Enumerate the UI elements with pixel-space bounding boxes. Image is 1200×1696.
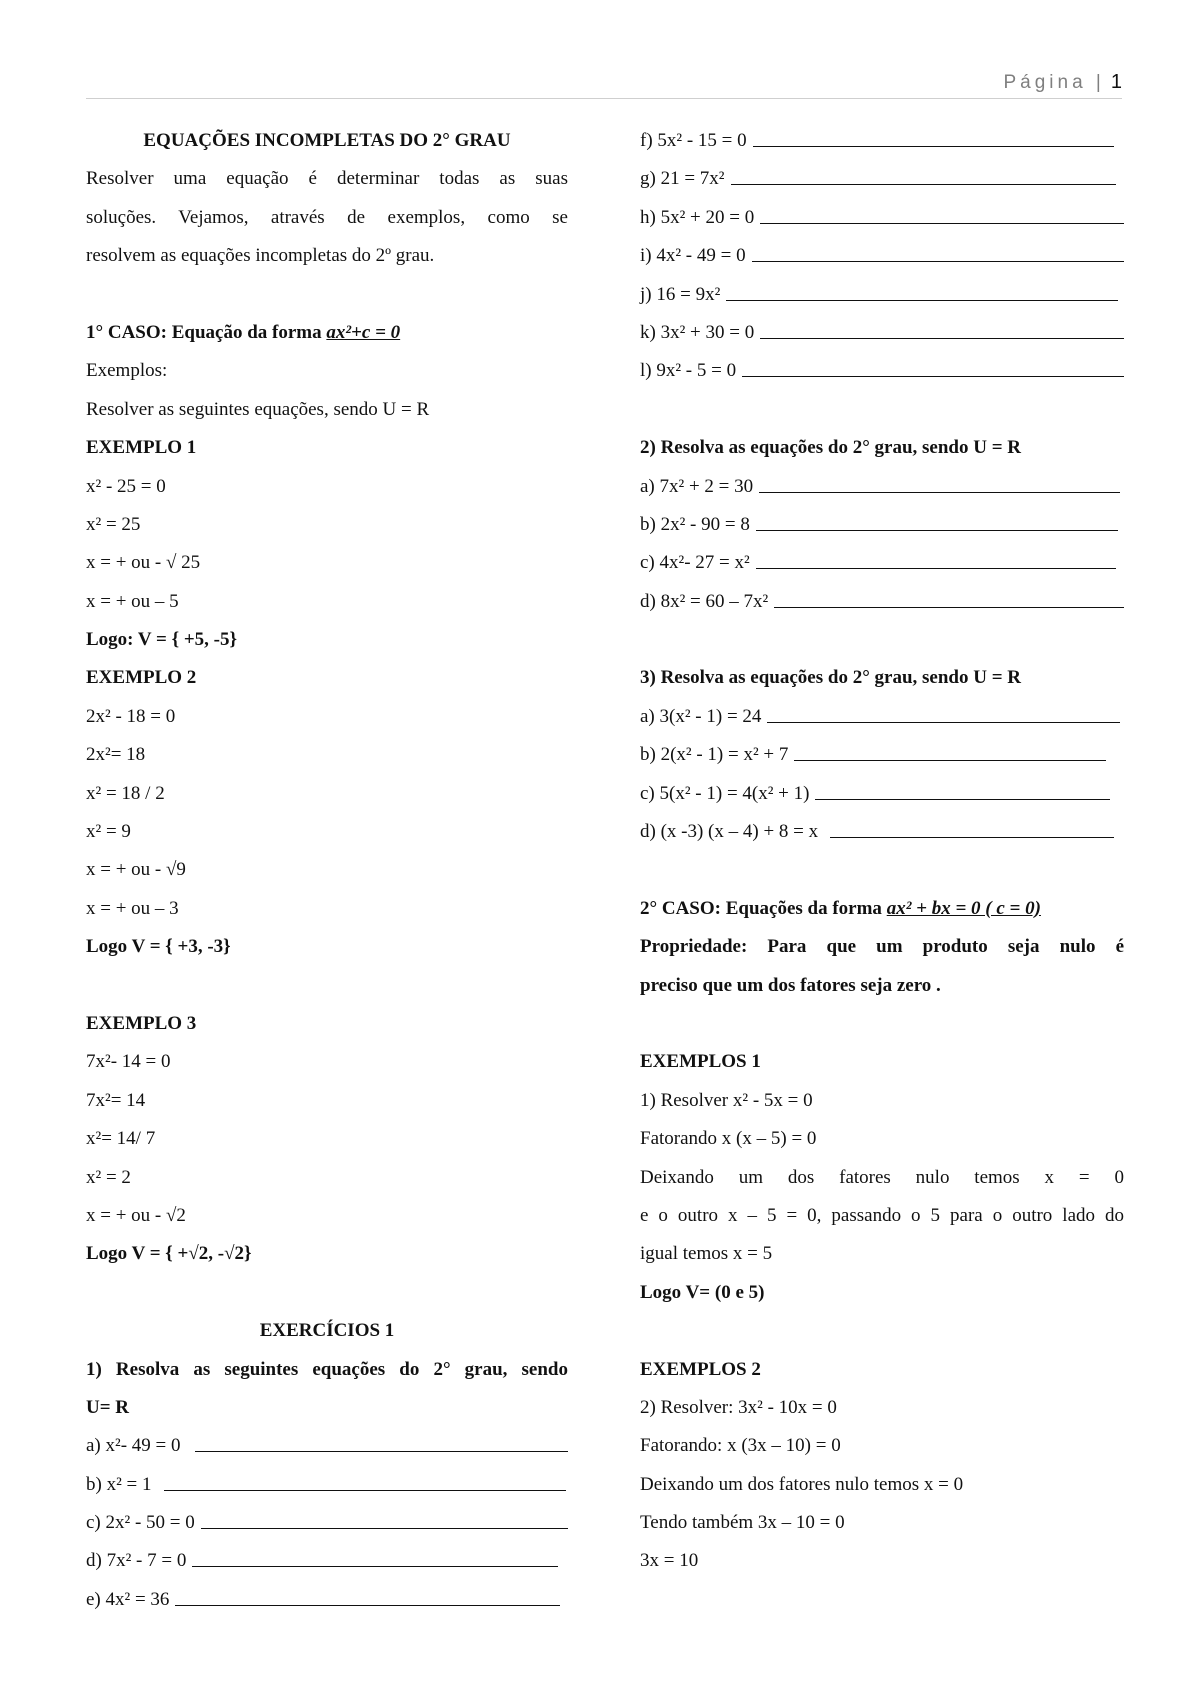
caso2-prefix: 2° CASO: Equações da forma bbox=[640, 897, 887, 919]
exercise-label: j) 16 = 9x² bbox=[640, 283, 721, 305]
answer-blank[interactable] bbox=[774, 583, 1124, 608]
q1-title-line-1: 1) Resolva as seguintes equações do 2° grau, sendo bbox=[86, 1358, 568, 1380]
exercise-item bbox=[86, 1427, 568, 1465]
caso1-formula: ax²+c = 0 bbox=[326, 321, 401, 343]
answer-blank[interactable] bbox=[753, 122, 1114, 147]
exemplos2-step: Deixando um dos fatores nulo temos x = 0 bbox=[640, 1473, 964, 1495]
answer-blank[interactable] bbox=[731, 160, 1117, 185]
answer-blank[interactable] bbox=[830, 813, 1114, 838]
answer-blank[interactable] bbox=[760, 314, 1124, 339]
intro-line-1: Resolver uma equação é determinar todas as suas bbox=[86, 168, 568, 190]
exercise-item bbox=[640, 199, 1124, 237]
exercise-item bbox=[86, 1466, 568, 1504]
exercise-label: k) 3x² + 30 = 0 bbox=[640, 321, 755, 343]
left-column bbox=[86, 122, 568, 1619]
exemplo2-step: x = + ou – 3 bbox=[86, 897, 179, 919]
exemplo2-step: x = + ou - √9 bbox=[86, 859, 186, 881]
exercise-item bbox=[640, 583, 1124, 621]
exercise-label: a) 7x² + 2 = 30 bbox=[640, 475, 754, 497]
exercise-item bbox=[640, 160, 1124, 198]
exemplo3-step: 7x²= 14 bbox=[86, 1089, 146, 1111]
exercise-item bbox=[86, 1581, 568, 1619]
exemplos2-step: Fatorando: x (3x – 10) = 0 bbox=[640, 1435, 841, 1457]
exemplo3-title: EXEMPLO 3 bbox=[86, 1012, 197, 1034]
exercise-label: e) 4x² = 36 bbox=[86, 1588, 170, 1610]
answer-blank[interactable] bbox=[815, 775, 1110, 800]
right-column bbox=[640, 122, 1124, 1581]
exercise-label: i) 4x² - 49 = 0 bbox=[640, 245, 746, 267]
propriedade-line-2: preciso que um dos fatores seja zero . bbox=[640, 974, 941, 996]
exemplos2-step: 2) Resolver: 3x² - 10x = 0 bbox=[640, 1396, 837, 1418]
exercise-label: f) 5x² - 15 = 0 bbox=[640, 130, 747, 151]
exemplo2-title: EXEMPLO 2 bbox=[86, 667, 197, 689]
answer-blank[interactable] bbox=[742, 352, 1124, 377]
answer-blank[interactable] bbox=[175, 1581, 560, 1606]
q1-title-line-2: U= R bbox=[86, 1396, 130, 1418]
exercise-label: b) x² = 1 bbox=[86, 1473, 152, 1495]
exemplo3-step: x = + ou - √2 bbox=[86, 1204, 186, 1226]
q2-title: 2) Resolva as equações do 2° grau, sendo U = R bbox=[640, 437, 1022, 459]
answer-blank[interactable] bbox=[192, 1542, 558, 1567]
exemplo3-result: Logo V = { +√2, -√2} bbox=[86, 1243, 252, 1265]
exercise-label: c) 2x² - 50 = 0 bbox=[86, 1512, 195, 1534]
exemplo1-step: x = + ou - √ 25 bbox=[86, 552, 201, 574]
answer-blank[interactable] bbox=[726, 276, 1118, 301]
answer-blank[interactable] bbox=[164, 1466, 567, 1491]
exemplos1-para-line: e o outro x – 5 = 0, passando o 5 para o outro lado do bbox=[640, 1204, 1124, 1226]
exercise-item bbox=[640, 775, 1124, 813]
exercise-item bbox=[640, 544, 1124, 582]
exercise-label: c) 4x²- 27 = x² bbox=[640, 552, 750, 574]
exemplos1-step: Fatorando x (x – 5) = 0 bbox=[640, 1128, 817, 1150]
answer-blank[interactable] bbox=[759, 468, 1120, 493]
page-number: 1 bbox=[1110, 71, 1122, 93]
exercise-label: a) x²- 49 = 0 bbox=[86, 1435, 181, 1457]
answer-blank[interactable] bbox=[201, 1504, 568, 1529]
intro-line-3: resolvem as equações incompletas do 2º grau. bbox=[86, 245, 435, 267]
exercise-label: d) 8x² = 60 – 7x² bbox=[640, 590, 769, 612]
exemplos-label: Exemplos: bbox=[86, 360, 168, 382]
exercise-item bbox=[640, 314, 1124, 352]
answer-blank[interactable] bbox=[195, 1427, 569, 1452]
exercicios-title: EXERCÍCIOS 1 bbox=[259, 1320, 395, 1342]
exercise-item bbox=[86, 1504, 568, 1542]
exercise-label: b) 2x² - 90 = 8 bbox=[640, 513, 750, 535]
exemplo3-step: 7x²- 14 = 0 bbox=[86, 1051, 171, 1073]
exercise-item bbox=[640, 468, 1124, 506]
exemplo2-step: x² = 9 bbox=[86, 821, 131, 843]
exercise-label: b) 2(x² - 1) = x² + 7 bbox=[640, 744, 789, 766]
exercise-item bbox=[640, 813, 1124, 851]
exemplos2-title: EXEMPLOS 2 bbox=[640, 1358, 761, 1380]
page-label-text: Página | bbox=[1003, 72, 1105, 93]
exemplos1-title: EXEMPLOS 1 bbox=[640, 1051, 761, 1073]
caso2-heading bbox=[640, 890, 1124, 928]
page-header bbox=[86, 66, 1122, 99]
answer-blank[interactable] bbox=[767, 698, 1120, 723]
propriedade-line-1: Propriedade: Para que um produto seja nulo é bbox=[640, 936, 1124, 958]
exemplo1-step: x² - 25 = 0 bbox=[86, 475, 166, 497]
answer-blank[interactable] bbox=[756, 506, 1118, 531]
intro-line-2: soluções. Vejamos, através de exemplos, como se bbox=[86, 206, 568, 228]
answer-blank[interactable] bbox=[752, 237, 1124, 262]
exercise-label: g) 21 = 7x² bbox=[640, 168, 725, 190]
exemplo1-title: EXEMPLO 1 bbox=[86, 437, 197, 459]
page-label bbox=[1003, 71, 1122, 94]
exercise-label: c) 5(x² - 1) = 4(x² + 1) bbox=[640, 782, 810, 804]
exemplos1-result: Logo V= (0 e 5) bbox=[640, 1281, 765, 1303]
exemplo3-step: x² = 2 bbox=[86, 1166, 131, 1188]
caso1-prefix: 1° CASO: Equação da forma bbox=[86, 321, 327, 343]
exemplo2-result: Logo V = { +3, -3} bbox=[86, 936, 231, 958]
exercise-item bbox=[640, 736, 1124, 774]
exemplos1-para-line: igual temos x = 5 bbox=[640, 1243, 773, 1265]
q3-title: 3) Resolva as equações do 2° grau, sendo U = R bbox=[640, 667, 1022, 689]
answer-blank[interactable] bbox=[756, 544, 1116, 569]
document-title: EQUAÇÕES INCOMPLETAS DO 2° GRAU bbox=[143, 130, 511, 151]
exercise-label: a) 3(x² - 1) = 24 bbox=[640, 705, 762, 727]
exemplo1-step: x = + ou – 5 bbox=[86, 590, 179, 612]
exemplo2-step: 2x² - 18 = 0 bbox=[86, 705, 176, 727]
exemplos1-para-line: Deixando um dos fatores nulo temos x = 0 bbox=[640, 1166, 1124, 1188]
exemplo1-result: Logo: V = { +5, -5} bbox=[86, 629, 237, 651]
exemplo3-step: x²= 14/ 7 bbox=[86, 1128, 156, 1150]
exercise-label: l) 9x² - 5 = 0 bbox=[640, 360, 737, 382]
exercise-item bbox=[640, 122, 1124, 160]
exercise-item bbox=[86, 1542, 568, 1580]
exercise-label: d) 7x² - 7 = 0 bbox=[86, 1550, 187, 1572]
exercise-item bbox=[640, 352, 1124, 390]
exemplos2-step: 3x = 10 bbox=[640, 1550, 699, 1572]
exercise-item bbox=[640, 506, 1124, 544]
exercise-label: h) 5x² + 20 = 0 bbox=[640, 206, 755, 228]
answer-blank[interactable] bbox=[760, 199, 1124, 224]
exemplos1-step: 1) Resolver x² - 5x = 0 bbox=[640, 1089, 813, 1111]
caso1-heading bbox=[86, 314, 568, 352]
resolver-line: Resolver as seguintes equações, sendo U = R bbox=[86, 398, 430, 420]
exemplos2-step: Tendo também 3x – 10 = 0 bbox=[640, 1512, 845, 1534]
exemplo2-step: x² = 18 / 2 bbox=[86, 782, 165, 804]
exercise-item bbox=[640, 237, 1124, 275]
exemplo2-step: 2x²= 18 bbox=[86, 744, 146, 766]
answer-blank[interactable] bbox=[794, 736, 1106, 761]
exemplo1-step: x² = 25 bbox=[86, 513, 141, 535]
caso2-formula: ax² + bx = 0 ( c = 0) bbox=[886, 897, 1041, 919]
exercise-item bbox=[640, 276, 1124, 314]
exercise-item bbox=[640, 698, 1124, 736]
exercise-label: d) (x -3) (x – 4) + 8 = x bbox=[640, 821, 819, 843]
